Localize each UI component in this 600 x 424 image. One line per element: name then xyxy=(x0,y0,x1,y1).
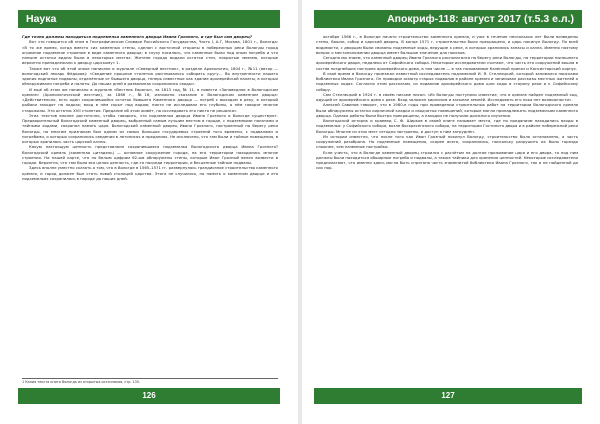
paragraph: Из истории известно, что после того как Иван Грозный покинул Вологду, строительство было остановлено, а часть сооружений разобрана. Но подземные помещения, скорее всего, сохранились, поскольку разрушить их было гораздо сложнее, чем наземные постройки. xyxy=(316,133,578,150)
paragraph: Этих текстов вполне достаточно, чтобы говорить, что подземелья дворца Ивана Грозного в Вологде существуют. Предварительный Вологодский каменный дворец, выбранный самым лучшим местом в городе, с подземными палатами и тайными ходами, сохранял память царя. Вологодский каменный дворец Ивана Грозного, построенный на берегу реки Вологды, по многим признакам был одним из самых больших государевых строений того времени, с подвалами и погребами, о которых сохранились сведения в летописях и преданиях. Не исключено, что там были и тайные помещения, в которых хранилась часть царской казны. xyxy=(22,112,278,144)
left-page xyxy=(0,0,298,424)
paragraph: Сегодня мы знаем, что каменный дворец Ивана Грозного располагался на берегу реки Вологды, на территории нынешнего архиерейского двора, недалеко от Софийского собора. Некоторые исследователи считают, что часть его сооружений вошла в состав позднейших построек архиерейского дома, в том числе — в так называемые Казённый приказ и Консисторский корпус. xyxy=(316,55,578,71)
paragraph: Если учесть, что в Вологде каменный дворец строился с расчётом на долгое проживание царя и его двора, то под ним должны были находиться обширные погреба и подвалы, а также тайники для хранения ценностей. Некоторые исследователи предполагают, что именно здесь могла быть спрятана часть знаменитой библиотеки Ивана Грозного, так и не найденной до сих пор. xyxy=(316,149,578,171)
footnote: 1 Копия текста книги Вологда из открытых источников, стр. 135. xyxy=(22,378,278,384)
paragraph: Также вот что об этой эпохе написано в журнале «Северный вестник», в разделе Археология, 1804 г., №11 (автор — вологодский лекарь Фёдоров): «Сведение прошлое столетия расплывалось собирать кругу… Во внутренности нашего здания поднятые подвалы, отделённые от бывшего дворца, теперь известные как здание архиерейской палаты, в которых обнаруживали погреба и палаты. До наших дней в развалинах сохранились своды». xyxy=(22,65,278,87)
paragraph: Алексей Савинов говорит, что в 1980-е годы при проведении строительных работ на территории Вологодского кремля были обнаружены остатки кирпичной кладки и сводчатых помещений, которые могли принадлежать подземельям каменного дворца. Однако работы были быстро прекращены, а находки не получили должного изучения. xyxy=(316,102,578,118)
paragraph: Сам Стеллецкий в 1924 г. в своём письме писал: «Из Вологды поступило известие, что в кремле найден подземный ход, идущий от архиерейского дома к реке. Вход заложен кирпичом и засыпан землёй. Исследовать его пока нет возможности». xyxy=(316,91,578,102)
paragraph: Какую настоящую ценность представляли сохранившиеся подземелья Вологодского дворца Ивана Грозного? Вологодский кремль (каменная цитадель) — основное сооружение города, на его территории находились многие строения. На нашей карте, что по белым цифрам 62-ым обнаружены стены, которые Иван Грозный велел возвести в городе. Вероятно, что там была вся целая ценность, где-то посреди территории, и бесценные тайные подвалы. xyxy=(22,144,278,165)
page-number-left: 126 xyxy=(18,388,280,404)
paragraph: Вот что говорится об этом в Географическом Словаре Российского Государства, Часть I, А-Г, Москва, 1801 г., Вологда: «В то же время, когда вместо сих каменных стены, сделан с восточной стороны в побережных реки Вологды город огромное подземное строение в виде каменного дворца; в слуху носилось, что каменные были под оным погреба и что поныне остатки видны были в некоторых местах. Жители города видали остатки стен, покрытые землею, которые вероятно принадлежали к дворцу царскому» 1. xyxy=(22,39,278,66)
paragraph: Здесь вполне уместно сказать о том, что в Вологде в 1565–1571 гг. развернулось грандиозное строительство каменного кремля, и город должен был стать новой столицей царства. Этого не случилось, но память о каменном дворце и его подземельях сохранилась в народе до наших дней. xyxy=(22,165,278,181)
page-number-right: 127 xyxy=(314,388,582,404)
right-page xyxy=(302,0,600,424)
article-body-left xyxy=(22,34,278,181)
paragraph: В своё время в Вологду приезжал известный исследователь подземелий И. Я. Стеллецкий, который занимался поисками библиотеки Ивана Грозного. Он проводил осмотр старых подвалов в районе кремля и записывал рассказы местных жителей о подземных ходах. Согласно этим рассказам, из подвалов архиерейского дома шли ходы в сторону реки и к Софийскому собору. xyxy=(316,70,578,92)
paragraph: октябре 1566 г., в Вологде начато строительство каменного кремля, и уже в течение нескольких лет были возведены стены, башни, собор и царский дворец. В конце 1571 г. строительство было прекращено, и царь покинул Вологду. По всей видимости, с дворцом были связаны подземные ходы, ведущие к реке, в которых хранились запасы и казна. Именно поэтому вопрос о местоположении дворца имеет большое значение для поисков. xyxy=(316,34,578,55)
paragraph: Вологодский историк и краевед С. Ф. Ширков в своей книге называет места, где по преданиям находились входы в подземелья: у Софийского собора, возле Воскресенского собора, на территории Гостиного двора и в районе набережной реки Вологды. Многие из этих мест сегодня застроены, и доступ к ним затруднён. xyxy=(316,118,578,134)
paragraph: И ещё об этом же написано в журнале «Вестник Европы», за 1813 год, № 11, в повести «Заповедное в Вологодском кремле» (Археологический вестник), за 1866 г., №16, изложено сказание о Вологодском каменном дворце: «Действительно, есть один сохранившийся остаток бывшего Каменного дворца — погреб с выходом в реку, в который рыбаки заходят на лодках; вход в нём скрыт под водою; никто не исследовал его глубины, о нём говорят многие старожилы. Это остаток XVII столетия. Предание об этом живёт, но исследовать его никто не решался». xyxy=(22,86,278,113)
issue-header: Апокриф-118: август 2017 (т.5.3 е.л.) xyxy=(314,10,582,28)
question-paragraph: Где точно должны находиться подземелья каменного дворца Ивана Грозного, и где был сам дворец? xyxy=(22,34,253,39)
article-body-right xyxy=(316,34,578,171)
section-header: Наука xyxy=(18,10,280,28)
